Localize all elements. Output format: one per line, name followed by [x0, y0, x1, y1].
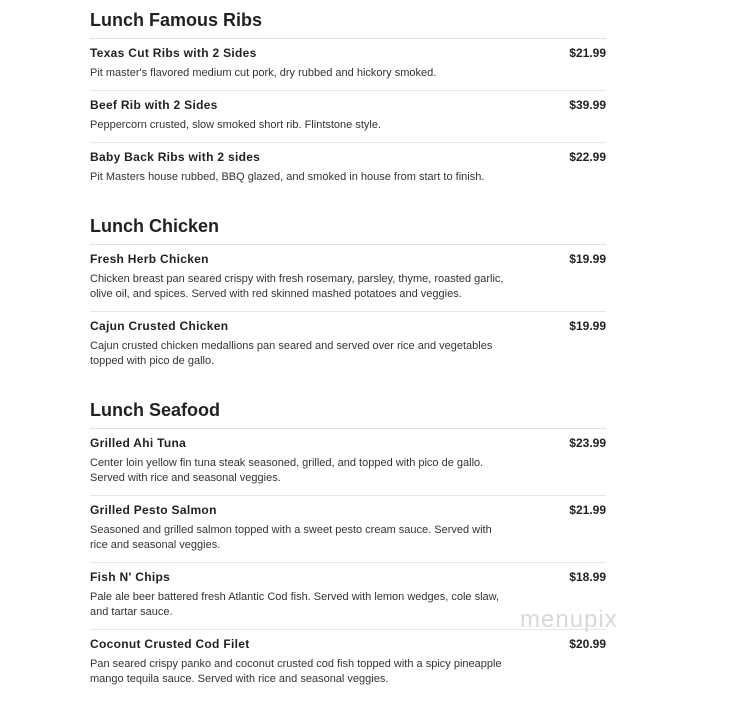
menu-section-seafood [90, 378, 606, 696]
item-name: Beef Rib with 2 Sides [90, 98, 218, 112]
item-description: Cajun crusted chicken medallions pan seared and served over rice and vegetables topped with pico de gallo. [90, 340, 493, 367]
menu-item [90, 143, 606, 194]
item-description: Pit Masters house rubbed, BBQ glazed, and smoked in house from start to finish. [90, 171, 485, 183]
menu-item [90, 429, 606, 496]
item-description: Center loin yellow fin tuna steak seasoned, grilled, and topped with pico de gallo. Served with rice and seasonal veggies. [90, 457, 484, 484]
item-name: Texas Cut Ribs with 2 Sides [90, 46, 257, 60]
menu-item [90, 496, 606, 563]
menu [90, 0, 606, 696]
item-price: $21.99 [569, 503, 606, 517]
item-description: Pale ale beer battered fresh Atlantic Cod fish. Served with lemon wedges, cole slaw, and tartar sauce. [90, 591, 500, 618]
menu-item [90, 312, 606, 378]
item-description: Peppercorn crusted, slow smoked short rib. Flintstone style. [90, 119, 382, 131]
item-price: $20.99 [569, 637, 606, 651]
item-name: Fish N' Chips [90, 570, 171, 584]
item-name: Coconut Crusted Cod Filet [90, 637, 250, 651]
menu-item [90, 39, 606, 91]
item-price: $19.99 [569, 319, 606, 333]
item-description: Pan seared crispy panko and coconut crusted cod fish topped with a spicy pineapple mango tequila sauce. Served with rice and seasonal veggies. [90, 658, 502, 685]
item-price: $22.99 [569, 150, 606, 164]
section-title: Lunch Famous Ribs [90, 0, 606, 39]
menu-section-ribs [90, 0, 606, 194]
menu-item [90, 245, 606, 312]
item-description: Pit master's flavored medium cut pork, dry rubbed and hickory smoked. [90, 67, 437, 79]
item-name: Grilled Ahi Tuna [90, 436, 187, 450]
item-price: $21.99 [569, 46, 606, 60]
item-price: $23.99 [569, 436, 606, 450]
item-name: Cajun Crusted Chicken [90, 319, 229, 333]
menu-item [90, 91, 606, 143]
item-name: Grilled Pesto Salmon [90, 503, 217, 517]
item-name: Fresh Herb Chicken [90, 252, 209, 266]
section-title: Lunch Seafood [90, 378, 606, 429]
item-description: Chicken breast pan seared crispy with fresh rosemary, parsley, thyme, roasted garlic, olive oil, and spices. Served with red skinned mashed potatoes and veggies. [90, 273, 504, 300]
item-description: Seasoned and grilled salmon topped with a sweet pesto cream sauce. Served with rice and seasonal veggies. [90, 524, 492, 551]
section-title: Lunch Chicken [90, 194, 606, 245]
item-price: $39.99 [569, 98, 606, 112]
menu-item [90, 630, 606, 696]
item-price: $19.99 [569, 252, 606, 266]
item-name: Baby Back Ribs with 2 sides [90, 150, 261, 164]
item-price: $18.99 [569, 570, 606, 584]
menu-section-chicken [90, 194, 606, 378]
watermark-logo: menupix [520, 606, 618, 633]
